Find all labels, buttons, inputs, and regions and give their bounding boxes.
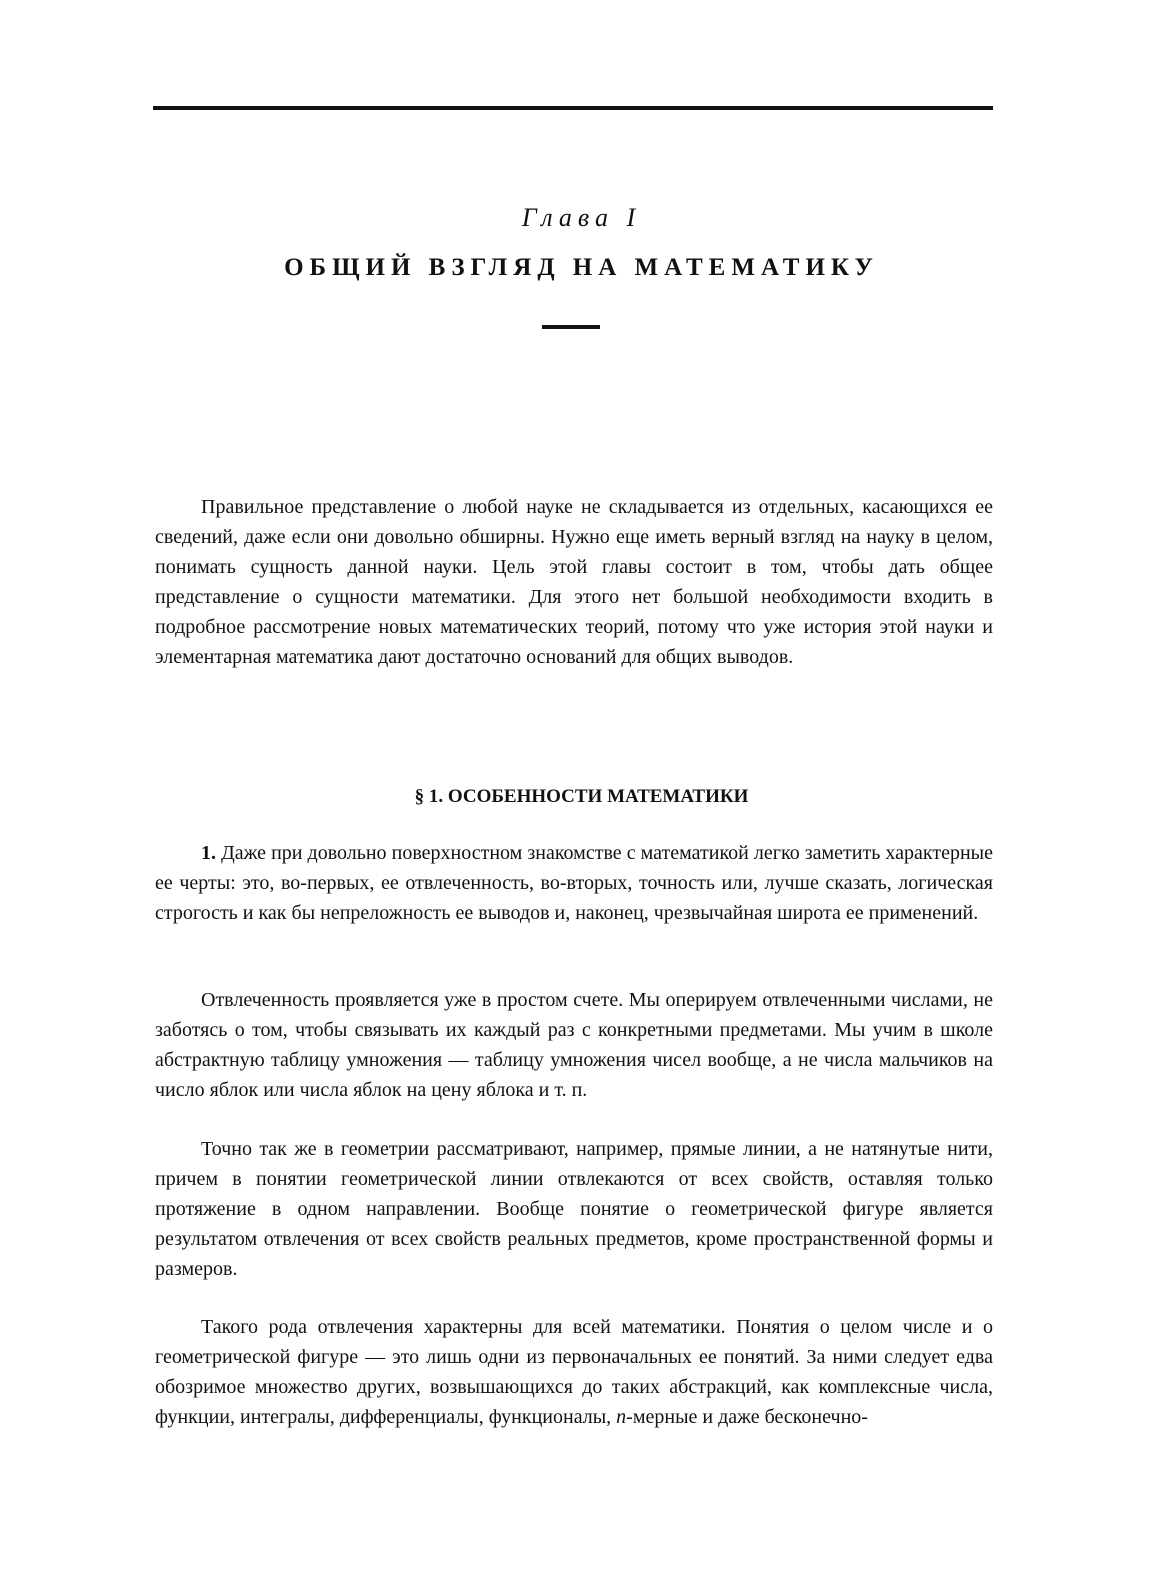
title-rule [542, 325, 600, 329]
chapter-label: Глава I [521, 203, 642, 232]
paragraph-number: 1. [201, 842, 216, 864]
intro-paragraph: Правильное представление о любой науке не складывается из отдельных, касающихся ее сведений, даже если они довольно обширны. Нужно еще иметь верный взгляд на науку в целом, понимать сущность данной науки. Цель этой главы состоит в том, чтобы дать общее представление о сущности математики. Для этого нет большой необходимости входить в подробное рассмотрение новых математических теорий, потому что уже история этой науки и элементарная математика дают достаточно оснований для общих выводов. [155, 496, 993, 668]
top-rule [153, 106, 993, 110]
paragraph-text: Такого рода отвлечения характерны для всей математики. Понятия о целом числе и о геометрической фигуре — это лишь одни из первоначальных ее понятий. За ними следует едва обозримое множество других, возвышающихся до таких абстракций, как комплексные числа, функции, интегралы, дифференциалы, функционалы, [155, 1316, 993, 1428]
paragraph-text: Даже при довольно поверхностном знакомстве с математикой легко заметить характерные ее черты: это, во-первых, ее отвлеченность, во-вторых, точность или, лучше сказать, логическая строгость и как бы непреложность ее выводов и, наконец, чрезвычайная широта ее применений. [155, 842, 993, 924]
paragraph-3: Точно так же в геометрии рассматривают, например, прямые линии, а не натянутые нити, причем в понятии геометрической линии отвлекаются от всех свойств, оставляя только протяжение в одном направлении. Вообще понятие о геометрической фигуре является результатом отвлечения от всех свойств реальных предметов, кроме пространственной формы и размеров. [155, 1138, 993, 1280]
paragraph-1 [155, 838, 993, 928]
chapter-title: ОБЩИЙ ВЗГЛЯД НА МАТЕМАТИКУ [284, 254, 879, 281]
italic-symbol: n [616, 1406, 627, 1428]
paragraph-4 [155, 1312, 993, 1432]
section-heading: § 1. ОСОБЕННОСТИ МАТЕМАТИКИ [414, 786, 749, 807]
paragraph-text-end: -мерные и даже бесконечно- [626, 1406, 868, 1428]
paragraph-2: Отвлеченность проявляется уже в простом счете. Мы оперируем отвлеченными числами, не заботясь о том, чтобы связывать их каждый раз с конкретными предметами. Мы учим в школе абстрактную таблицу умножения — таблицу умножения чисел вообще, а не числа мальчиков на число яблок или числа яблок на цену яблока и т. п. [155, 989, 993, 1101]
